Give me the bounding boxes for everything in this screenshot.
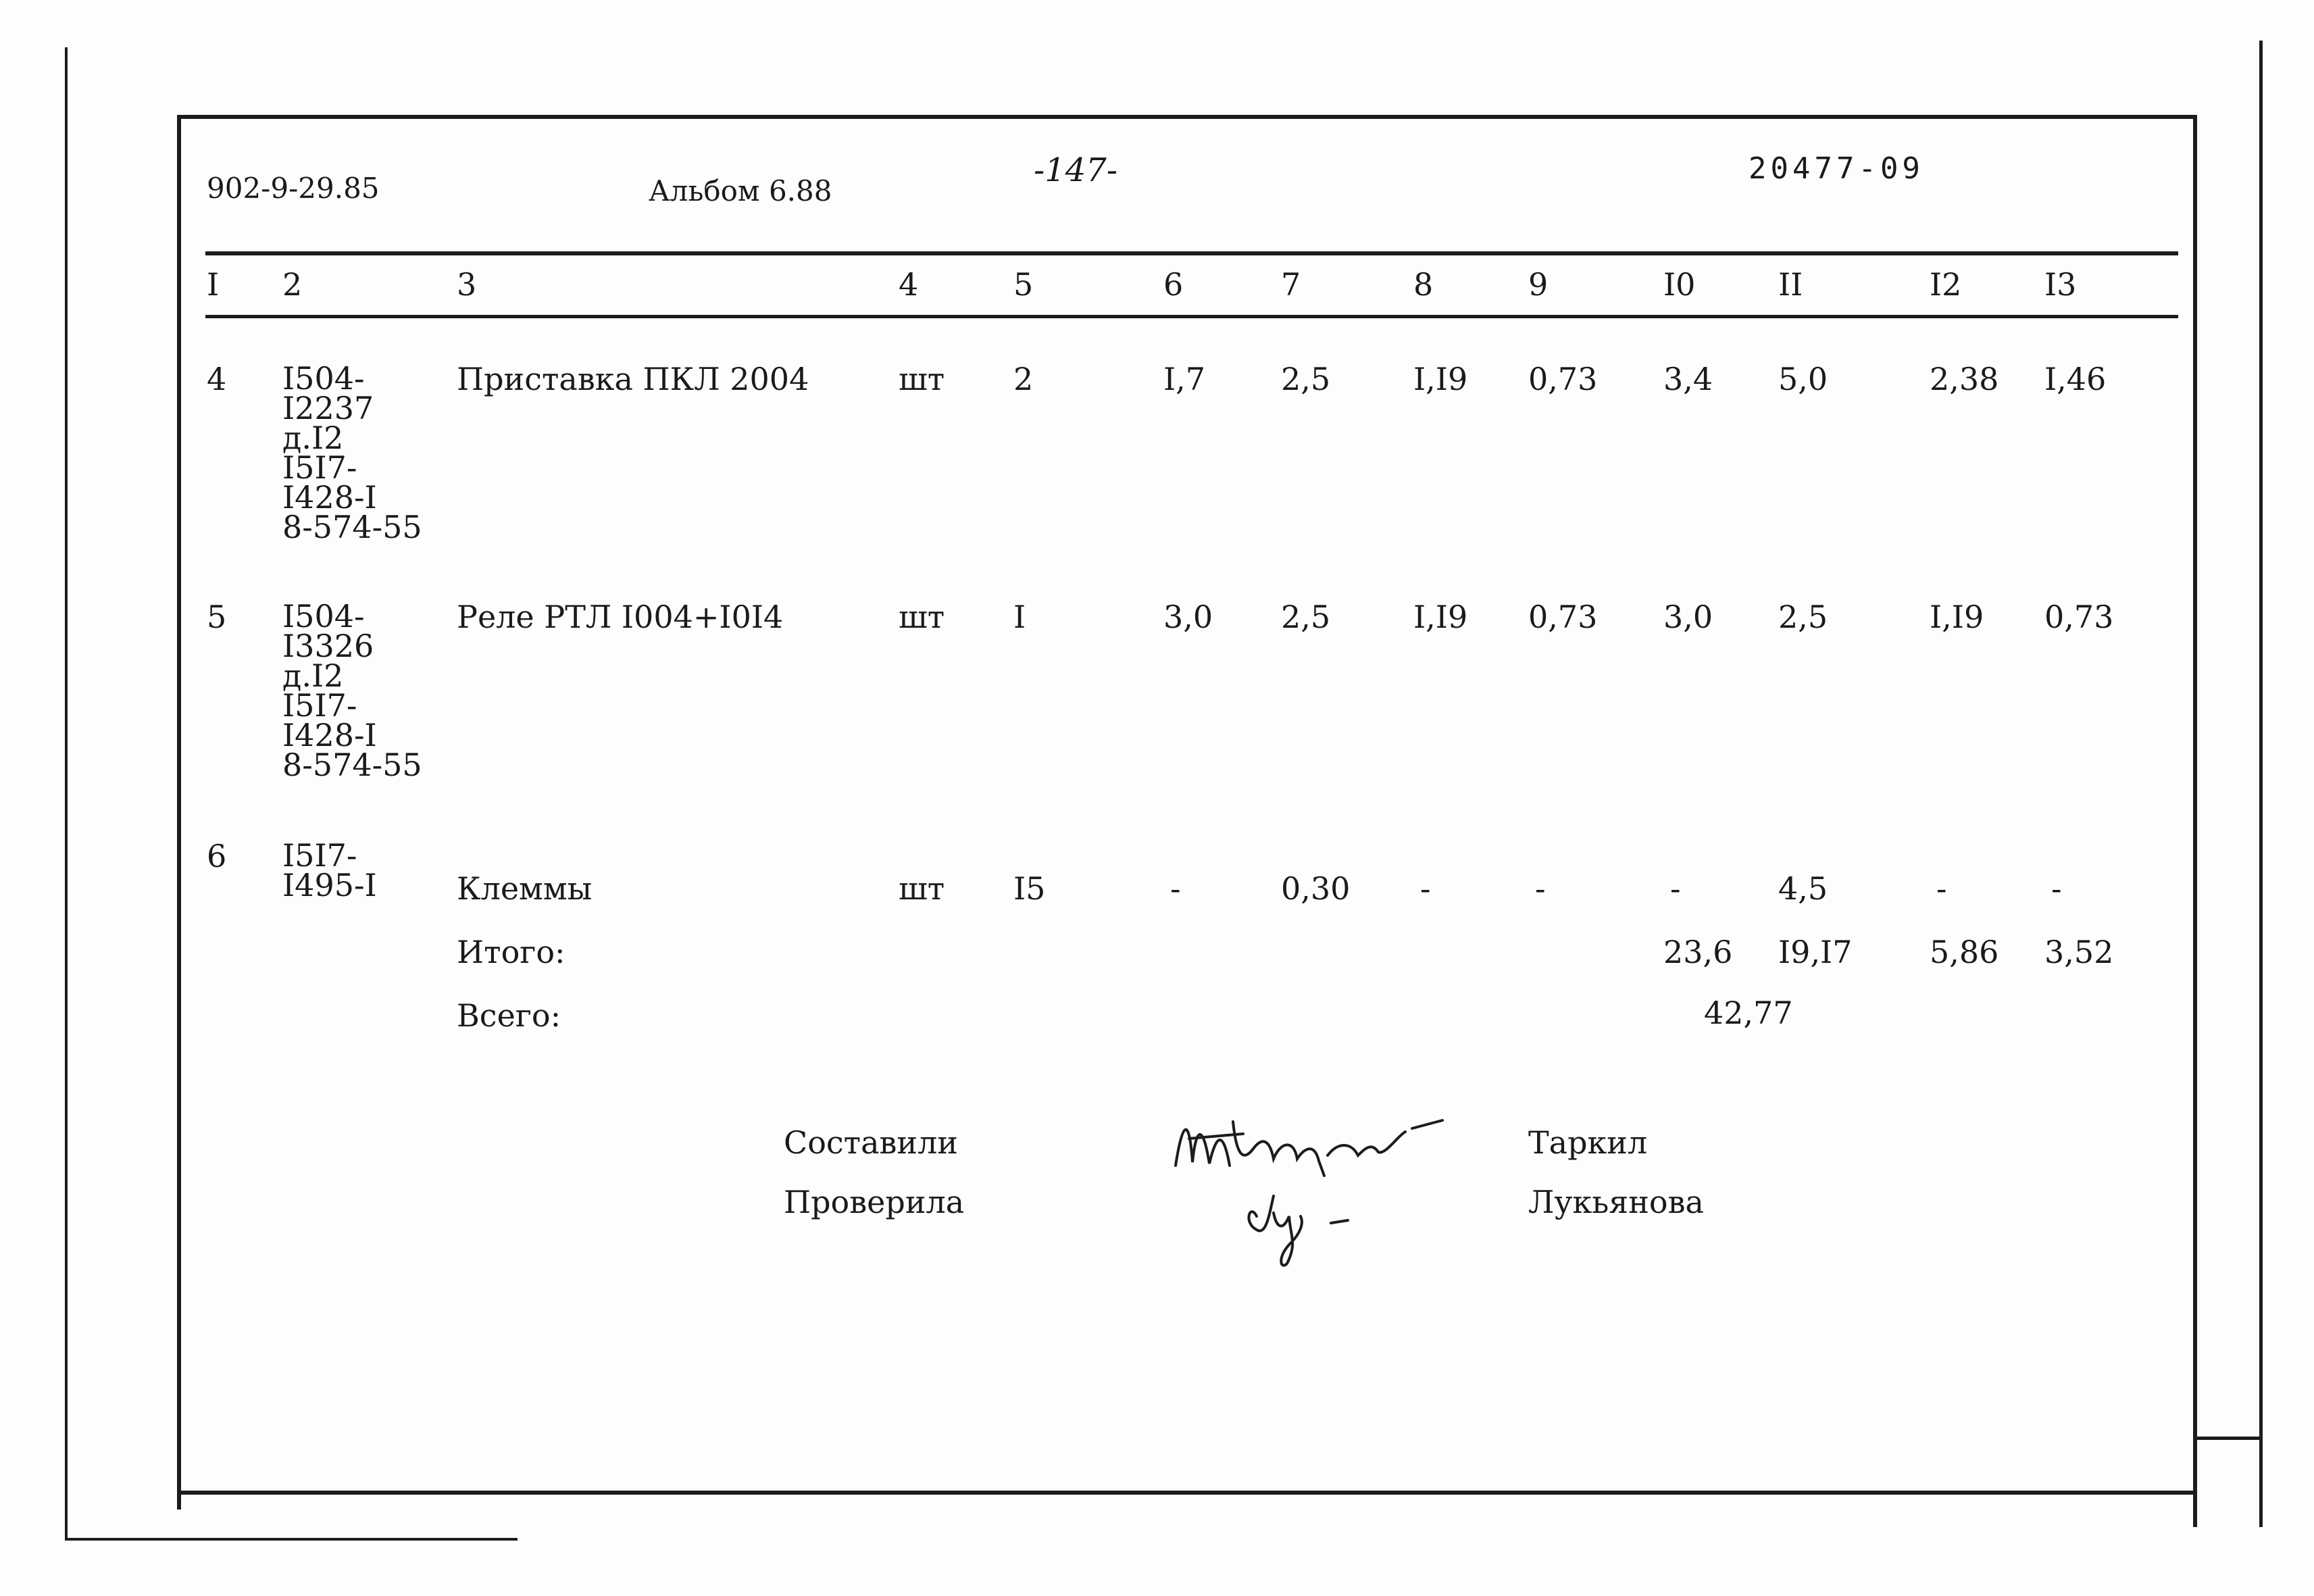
- row-unit: шт: [899, 870, 945, 907]
- header-rule-bottom: [205, 315, 2178, 318]
- frame-right-outer: [2259, 41, 2263, 1527]
- row-col10: -: [1670, 870, 1681, 907]
- col-header-8: 8: [1413, 266, 1434, 303]
- col-header-1: I: [207, 266, 220, 303]
- row-col7: 2,5: [1281, 361, 1331, 397]
- col-header-3: 3: [457, 266, 477, 303]
- composed-label: Составили: [784, 1124, 958, 1161]
- composed-signature: [1169, 1101, 1453, 1182]
- sheet-code: 20477-09: [1749, 151, 1924, 186]
- frame-box-right: [2193, 115, 2197, 1527]
- row-col12: -: [1936, 870, 1947, 907]
- itogo-col11: I9,I7: [1778, 934, 1853, 970]
- row-col9: 0,73: [1528, 599, 1598, 635]
- row-col8: I,I9: [1413, 599, 1468, 635]
- col-header-11: II: [1778, 266, 1803, 303]
- checked-signature: [1236, 1176, 1372, 1270]
- frame-left-outer: [65, 47, 68, 1541]
- album-label: Альбом 6.88: [649, 174, 832, 207]
- col-header-10: I0: [1663, 266, 1696, 303]
- row-col11: 4,5: [1778, 870, 1828, 907]
- row-col9: -: [1535, 870, 1546, 907]
- row-number: 5: [207, 599, 227, 635]
- row-col11: 5,0: [1778, 361, 1828, 397]
- row-name: Реле РТЛ I004+I0I4: [457, 599, 784, 635]
- row-col8: I,I9: [1413, 361, 1468, 397]
- row-unit: шт: [899, 361, 945, 397]
- row-col11: 2,5: [1778, 599, 1828, 635]
- col-header-5: 5: [1013, 266, 1034, 303]
- col-header-6: 6: [1163, 266, 1184, 303]
- page-number: -147-: [1034, 151, 1118, 189]
- row-col8: -: [1420, 870, 1431, 907]
- header-rule-top: [205, 251, 2178, 255]
- frame-bottom-outer: [65, 1538, 518, 1541]
- vsego-label: Всего:: [457, 997, 561, 1034]
- row-unit: шт: [899, 599, 945, 635]
- frame-box-left: [177, 118, 181, 1510]
- row-col6: I,7: [1163, 361, 1206, 397]
- row-code: I504- I2237 д.I2 I5I7- I428-I 8-574-55: [282, 360, 422, 545]
- row-code: I5I7- I495-I: [282, 837, 377, 903]
- col-header-7: 7: [1281, 266, 1301, 303]
- row-col13: 0,73: [2044, 599, 2114, 635]
- checked-label: Проверила: [784, 1184, 965, 1220]
- row-col7: 0,30: [1281, 870, 1351, 907]
- row-col10: 3,4: [1663, 361, 1713, 397]
- row-col6: -: [1170, 870, 1181, 907]
- row-col13: I,46: [2044, 361, 2107, 397]
- vsego-value: 42,77: [1704, 995, 1793, 1031]
- col-header-4: 4: [899, 266, 919, 303]
- row-col12: 2,38: [1930, 361, 1999, 397]
- row-number: 6: [207, 838, 227, 874]
- col-header-2: 2: [282, 266, 303, 303]
- col-header-13: I3: [2044, 266, 2077, 303]
- itogo-col13: 3,52: [2044, 934, 2114, 970]
- col-header-12: I2: [1930, 266, 1962, 303]
- composed-name: Таркил: [1528, 1124, 1648, 1161]
- row-code: I504- I3326 д.I2 I5I7- I428-I 8-574-55: [282, 598, 422, 783]
- row-col10: 3,0: [1663, 599, 1713, 635]
- row-number: 4: [207, 361, 227, 397]
- row-col6: 3,0: [1163, 599, 1213, 635]
- row-qty: I5: [1013, 870, 1046, 907]
- row-name: Приставка ПКЛ 2004: [457, 361, 809, 397]
- row-qty: I: [1013, 599, 1026, 635]
- itogo-label: Итого:: [457, 934, 565, 970]
- row-col13: -: [2051, 870, 2062, 907]
- stamp-divider: [2193, 1437, 2261, 1440]
- row-qty: 2: [1013, 361, 1034, 397]
- frame-box-bottom: [177, 1491, 2197, 1495]
- frame-box-top: [177, 115, 2197, 119]
- row-name: Клеммы: [457, 870, 593, 907]
- row-col12: I,I9: [1930, 599, 1984, 635]
- col-header-9: 9: [1528, 266, 1549, 303]
- doc-code: 902-9-29.85: [207, 172, 380, 205]
- itogo-col10: 23,6: [1663, 934, 1733, 970]
- row-col9: 0,73: [1528, 361, 1598, 397]
- itogo-col12: 5,86: [1930, 934, 1999, 970]
- checked-name: Лукьянова: [1528, 1184, 1704, 1220]
- row-col7: 2,5: [1281, 599, 1331, 635]
